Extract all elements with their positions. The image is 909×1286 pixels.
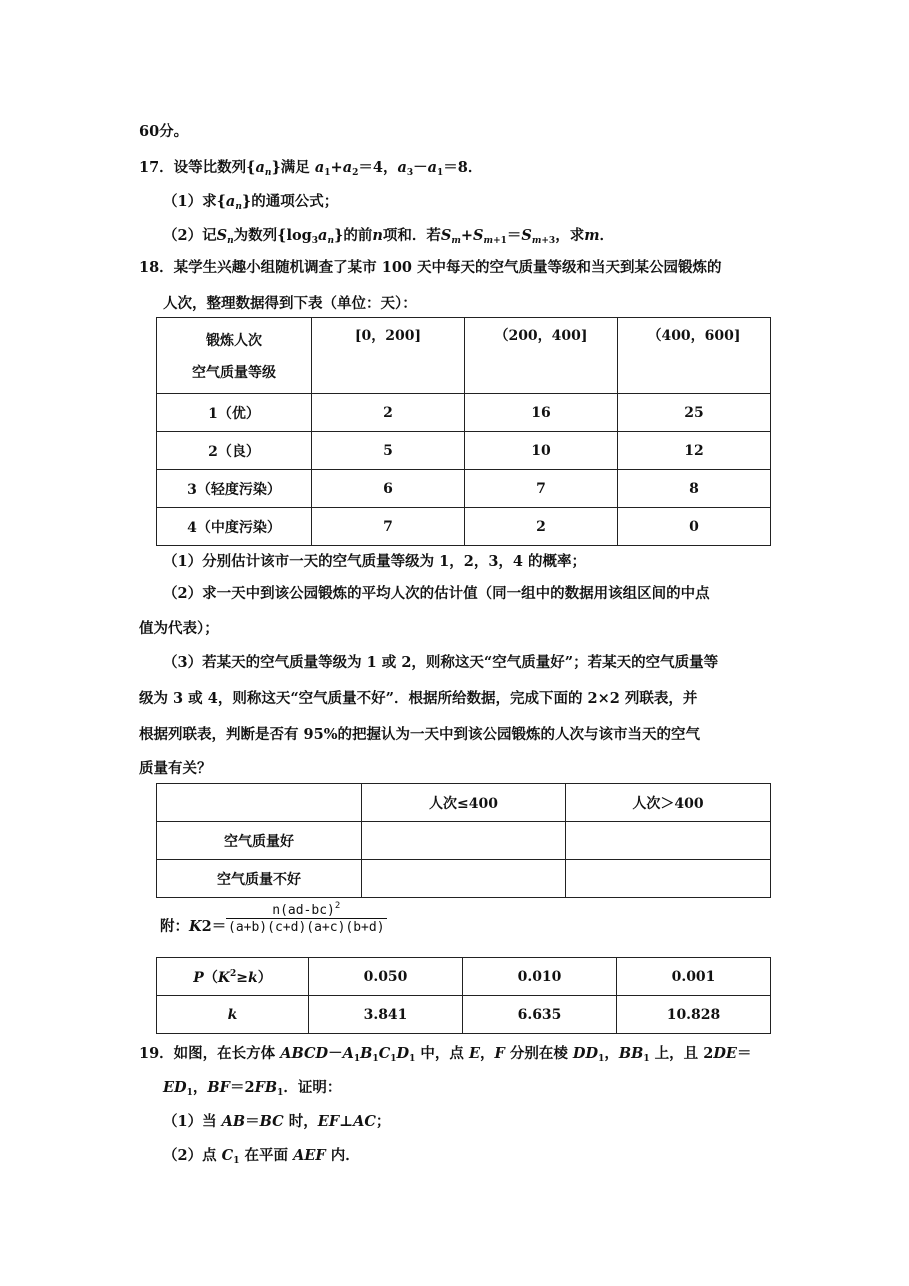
- table-row: [157, 508, 771, 546]
- q17-prefix: 17．设等比数列{: [139, 159, 256, 176]
- table-cell: 25: [618, 394, 771, 432]
- q19-part2: （2）点 $C_1$ 在平面 AEF 内．: [163, 1147, 360, 1166]
- section-score-text: 60分。: [139, 123, 189, 140]
- q18-part2-line2: 值为代表）；: [139, 620, 219, 637]
- q17-cond2: $a_3-a_1=8$．: [397, 159, 483, 178]
- q17-n: n: [372, 227, 383, 244]
- row-label: 2（良）: [157, 432, 312, 470]
- table-row: [157, 996, 771, 1034]
- q18-part1: （1）分别估计该市一天的空气质量等级为 1，2，3，4 的概率；: [163, 553, 587, 570]
- q17-part2-mid: 为数列{log: [233, 227, 312, 244]
- formula-numerator: [226, 903, 387, 918]
- blank-input-cell[interactable]: [566, 822, 771, 860]
- q17-part2-pre: （2）记: [163, 227, 217, 244]
- q19-stem-line1: 19．如图，在长方体 $ABCD-A_1B_1C_1D_1$ 中，点 E，F 分别在棱 $DD_1$，$BB_1$ 上，且 2DE＝: [139, 1045, 752, 1064]
- q17-part2-mid2: }的前: [334, 227, 373, 244]
- header-bottom-label: 空气质量等级: [192, 365, 276, 381]
- q18-part3-line1: （3）若某天的空气质量等级为 1 或 2，则称这天“空气质量好”；若某天的空气质量等: [163, 654, 719, 671]
- column-header: （400，600]: [618, 318, 771, 394]
- table-cell: 10: [465, 432, 618, 470]
- formula-denominator: (a+b)(c+d)(a+c)(b+d): [228, 920, 385, 935]
- table-cell: 7: [312, 508, 465, 546]
- column-header: 人次＞400: [566, 784, 771, 822]
- row-label: 空气质量好: [157, 822, 362, 860]
- q17-part2: （2）记$S_n$为数列$\{\log_3a_n\}$的前n项和．若$S_m+S_{m+1}=S_{m+3}$，求m．: [163, 227, 615, 246]
- q18-part2-line1: （2）求一天中到该公园锻炼的平均人次的估计值（同一组中的数据用该组区间的中点: [163, 585, 710, 602]
- k-label: k: [227, 1006, 238, 1023]
- q18-stem-line1: 18．某学生兴趣小组随机调查了某市 100 天中每天的空气质量等级和当天到某公园锻炼的: [139, 259, 722, 276]
- q19-part1: （1）当 AB＝BC 时，EF⊥AC；: [163, 1113, 391, 1130]
- table-cell: 16: [465, 394, 618, 432]
- table-cell: 3.841: [309, 996, 463, 1034]
- blank-input-cell[interactable]: [362, 822, 566, 860]
- critical-value-table: [156, 957, 771, 1034]
- row-label: 4（中度污染）: [157, 508, 312, 546]
- table-cell: 2: [465, 508, 618, 546]
- table-corner-cell: [157, 318, 312, 394]
- q17-mid: }满足: [271, 159, 310, 176]
- appendix-prefix: 附：: [160, 918, 189, 935]
- blank-input-cell[interactable]: [362, 860, 566, 898]
- table-row: [157, 394, 771, 432]
- table-cell: 7: [465, 470, 618, 508]
- table-cell: 0.001: [617, 958, 771, 996]
- blank-input-cell[interactable]: [566, 860, 771, 898]
- table-cell: 0: [618, 508, 771, 546]
- q19-stem-line2: $ED_1$，$BF=2FB_1$．证明：: [163, 1079, 342, 1098]
- air-quality-table: [156, 317, 771, 546]
- q18-part3-line4: 质量有关？: [139, 760, 212, 777]
- table-cell: 0.010: [463, 958, 617, 996]
- table-cell: 6: [312, 470, 465, 508]
- q17-stem: 17．设等比数列$\{a_n\}$满足 $a_1+a_2=4$，$a_3-a_1=8$．: [139, 159, 483, 178]
- q17-part2-end: ，求: [555, 227, 585, 244]
- table-cell: 5: [312, 432, 465, 470]
- header-top-label: 锻炼人次: [206, 333, 262, 349]
- row-label: $P(K^2\ge k)$: [157, 958, 309, 996]
- table-cell: 0.050: [309, 958, 463, 996]
- table-header-row: [157, 318, 771, 394]
- q18-stem-line2: 人次，整理数据得到下表（单位：天）：: [163, 295, 417, 312]
- column-header: [0，200]: [312, 318, 465, 394]
- table-row: [157, 432, 771, 470]
- appendix-label: 附：K2＝: [160, 918, 227, 935]
- table-row: [157, 470, 771, 508]
- column-header: 人次≤400: [362, 784, 566, 822]
- q18-part3-line2: 级为 3 或 4，则称这天“空气质量不好”．根据所给数据，完成下面的 2×2 列联表，并: [139, 690, 698, 707]
- table-header-row: [157, 784, 771, 822]
- row-label: 空气质量不好: [157, 860, 362, 898]
- contingency-table: [156, 783, 771, 898]
- chi-square-formula: [226, 903, 387, 935]
- table-row: [157, 958, 771, 996]
- table-corner-cell: [157, 784, 362, 822]
- formula-exponent: 2: [334, 901, 341, 911]
- row-label: 1（优）: [157, 394, 312, 432]
- q17-part2-mid3: 项和．若: [382, 227, 441, 244]
- table-cell: 2: [312, 394, 465, 432]
- table-cell: 8: [618, 470, 771, 508]
- column-header: （200，400]: [465, 318, 618, 394]
- q18-part3-line3: 根据列联表，判断是否有 95%的把握认为一天中到该公园锻炼的人次与该市当天的空气: [139, 726, 701, 743]
- table-cell: 6.635: [463, 996, 617, 1034]
- q17-part1: （1）求$\{a_n\}$的通项公式；: [163, 193, 339, 212]
- row-label: [157, 996, 309, 1034]
- table-row: [157, 822, 771, 860]
- table-cell: 10.828: [617, 996, 771, 1034]
- row-label: 3（轻度污染）: [157, 470, 312, 508]
- table-cell: 12: [618, 432, 771, 470]
- q17-cond1: $a_1+a_2=4$，: [314, 159, 398, 178]
- q17-m: m: [584, 227, 600, 244]
- table-row: [157, 860, 771, 898]
- formula-num-text: n(ad-bc): [272, 903, 335, 918]
